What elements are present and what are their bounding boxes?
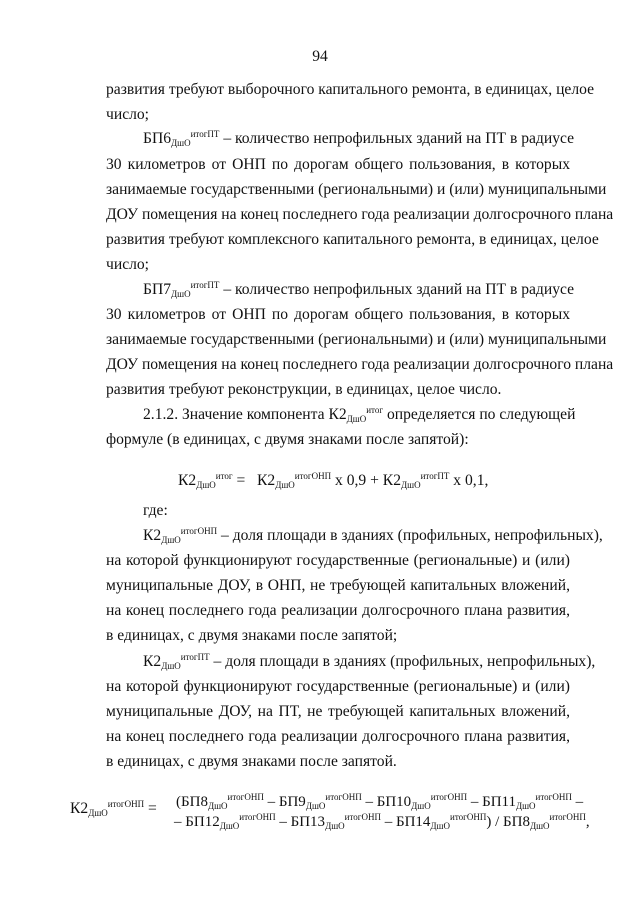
text-line: на которой функционируют государственные (региональные) и (или) [106, 678, 570, 695]
formula-k2-onp-row2: – $БП12_{ДшО}^{итогОНП} - БП13_{ДшО}^{итогОНП} - БП14_{ДшО}^{итогОНП}) / БП8_{ДшО}^{итогОНП}$, [174, 812, 590, 831]
text-line: занимаемые государственными (региональными) и (или) муниципальными [106, 181, 607, 198]
text-line: на которой функционируют государственные (региональные) и (или) [106, 552, 570, 569]
text-line: занимаемые государственными (региональными) и (или) муниципальными [106, 331, 607, 348]
definition-k2-pt: $К2_{ДшО}^{итогПТ}$ – доля площади в зданиях (профильных, непрофильных), [143, 652, 596, 671]
page-number: 94 [312, 48, 328, 65]
text-line: число; [106, 256, 150, 273]
definition-bp6: $БП6_{ДшО}^{итогПТ}$ – количество непрофильных зданий на ПТ в радиусе [143, 129, 575, 148]
text-line: где: [143, 502, 168, 519]
text-line: развития требуют реконструкции, в единицах, целое число. [106, 381, 502, 398]
definition-k2-onp: $К2_{ДшО}^{итогОНП}$ – доля площади в зданиях (профильных, непрофильных), [143, 526, 603, 545]
formula-k2-onp-lhs: $К2_{ДшО}^{итогОНП}$ = [70, 799, 157, 818]
text-line: развития требуют комплексного капитального ремонта, в единицах, целое [106, 231, 599, 248]
text-line: число; [106, 106, 150, 123]
text-line: 30 километров от ОНП по дорогам общего пользования, в которых [106, 306, 570, 323]
text-line: муниципальные ДОУ, на ПТ, не требующей капитальных вложений, [106, 703, 570, 720]
text-line: в единицах, с двумя знаками после запятой. [106, 753, 397, 770]
text-line: ДОУ помещения на конец последнего года реализации долгосрочного плана [106, 356, 614, 373]
text-line: на конец последнего года реализации долгосрочного плана развития, [106, 728, 570, 745]
text-line: муниципальные ДОУ, в ОНП, не требующей капитальных вложений, [106, 577, 570, 594]
section-2-1-2: 2.1.2. Значение компонента $К2_{ДшО}^{итог}$ определяется по следующей [143, 405, 576, 424]
text-line: 30 километров от ОНП по дорогам общего пользования, в которых [106, 156, 570, 173]
text-line: на конец последнего года реализации долгосрочного плана развития, [106, 602, 570, 619]
definition-bp7: $БП7_{ДшО}^{итогПТ}$ – количество непрофильных зданий на ПТ в радиусе [143, 280, 575, 299]
text-line: развития требуют выборочного капитального ремонта, в единицах, целое [106, 81, 595, 98]
text-line: формуле (в единицах, с двумя знаками после запятой): [106, 431, 469, 448]
text-line: ДОУ помещения на конец последнего года реализации долгосрочного плана [106, 206, 614, 223]
text-line: в единицах, с двумя знаками после запятой; [106, 627, 398, 644]
formula-k2-onp-row1: ($БП8_{ДшО}^{итогОНП} - БП9_{ДшО}^{итогОНП} - БП10_{ДшО}^{итогОНП} - БП11_{ДшО}^{итогОНП}$ – [176, 792, 584, 811]
formula-k2: $К2_{ДшО}^{итог} = К2_{ДшО}^{итогОНП}$ x $0,9 + К2_{ДшО}^{итогПТ}$ x 0,1, [178, 471, 489, 490]
